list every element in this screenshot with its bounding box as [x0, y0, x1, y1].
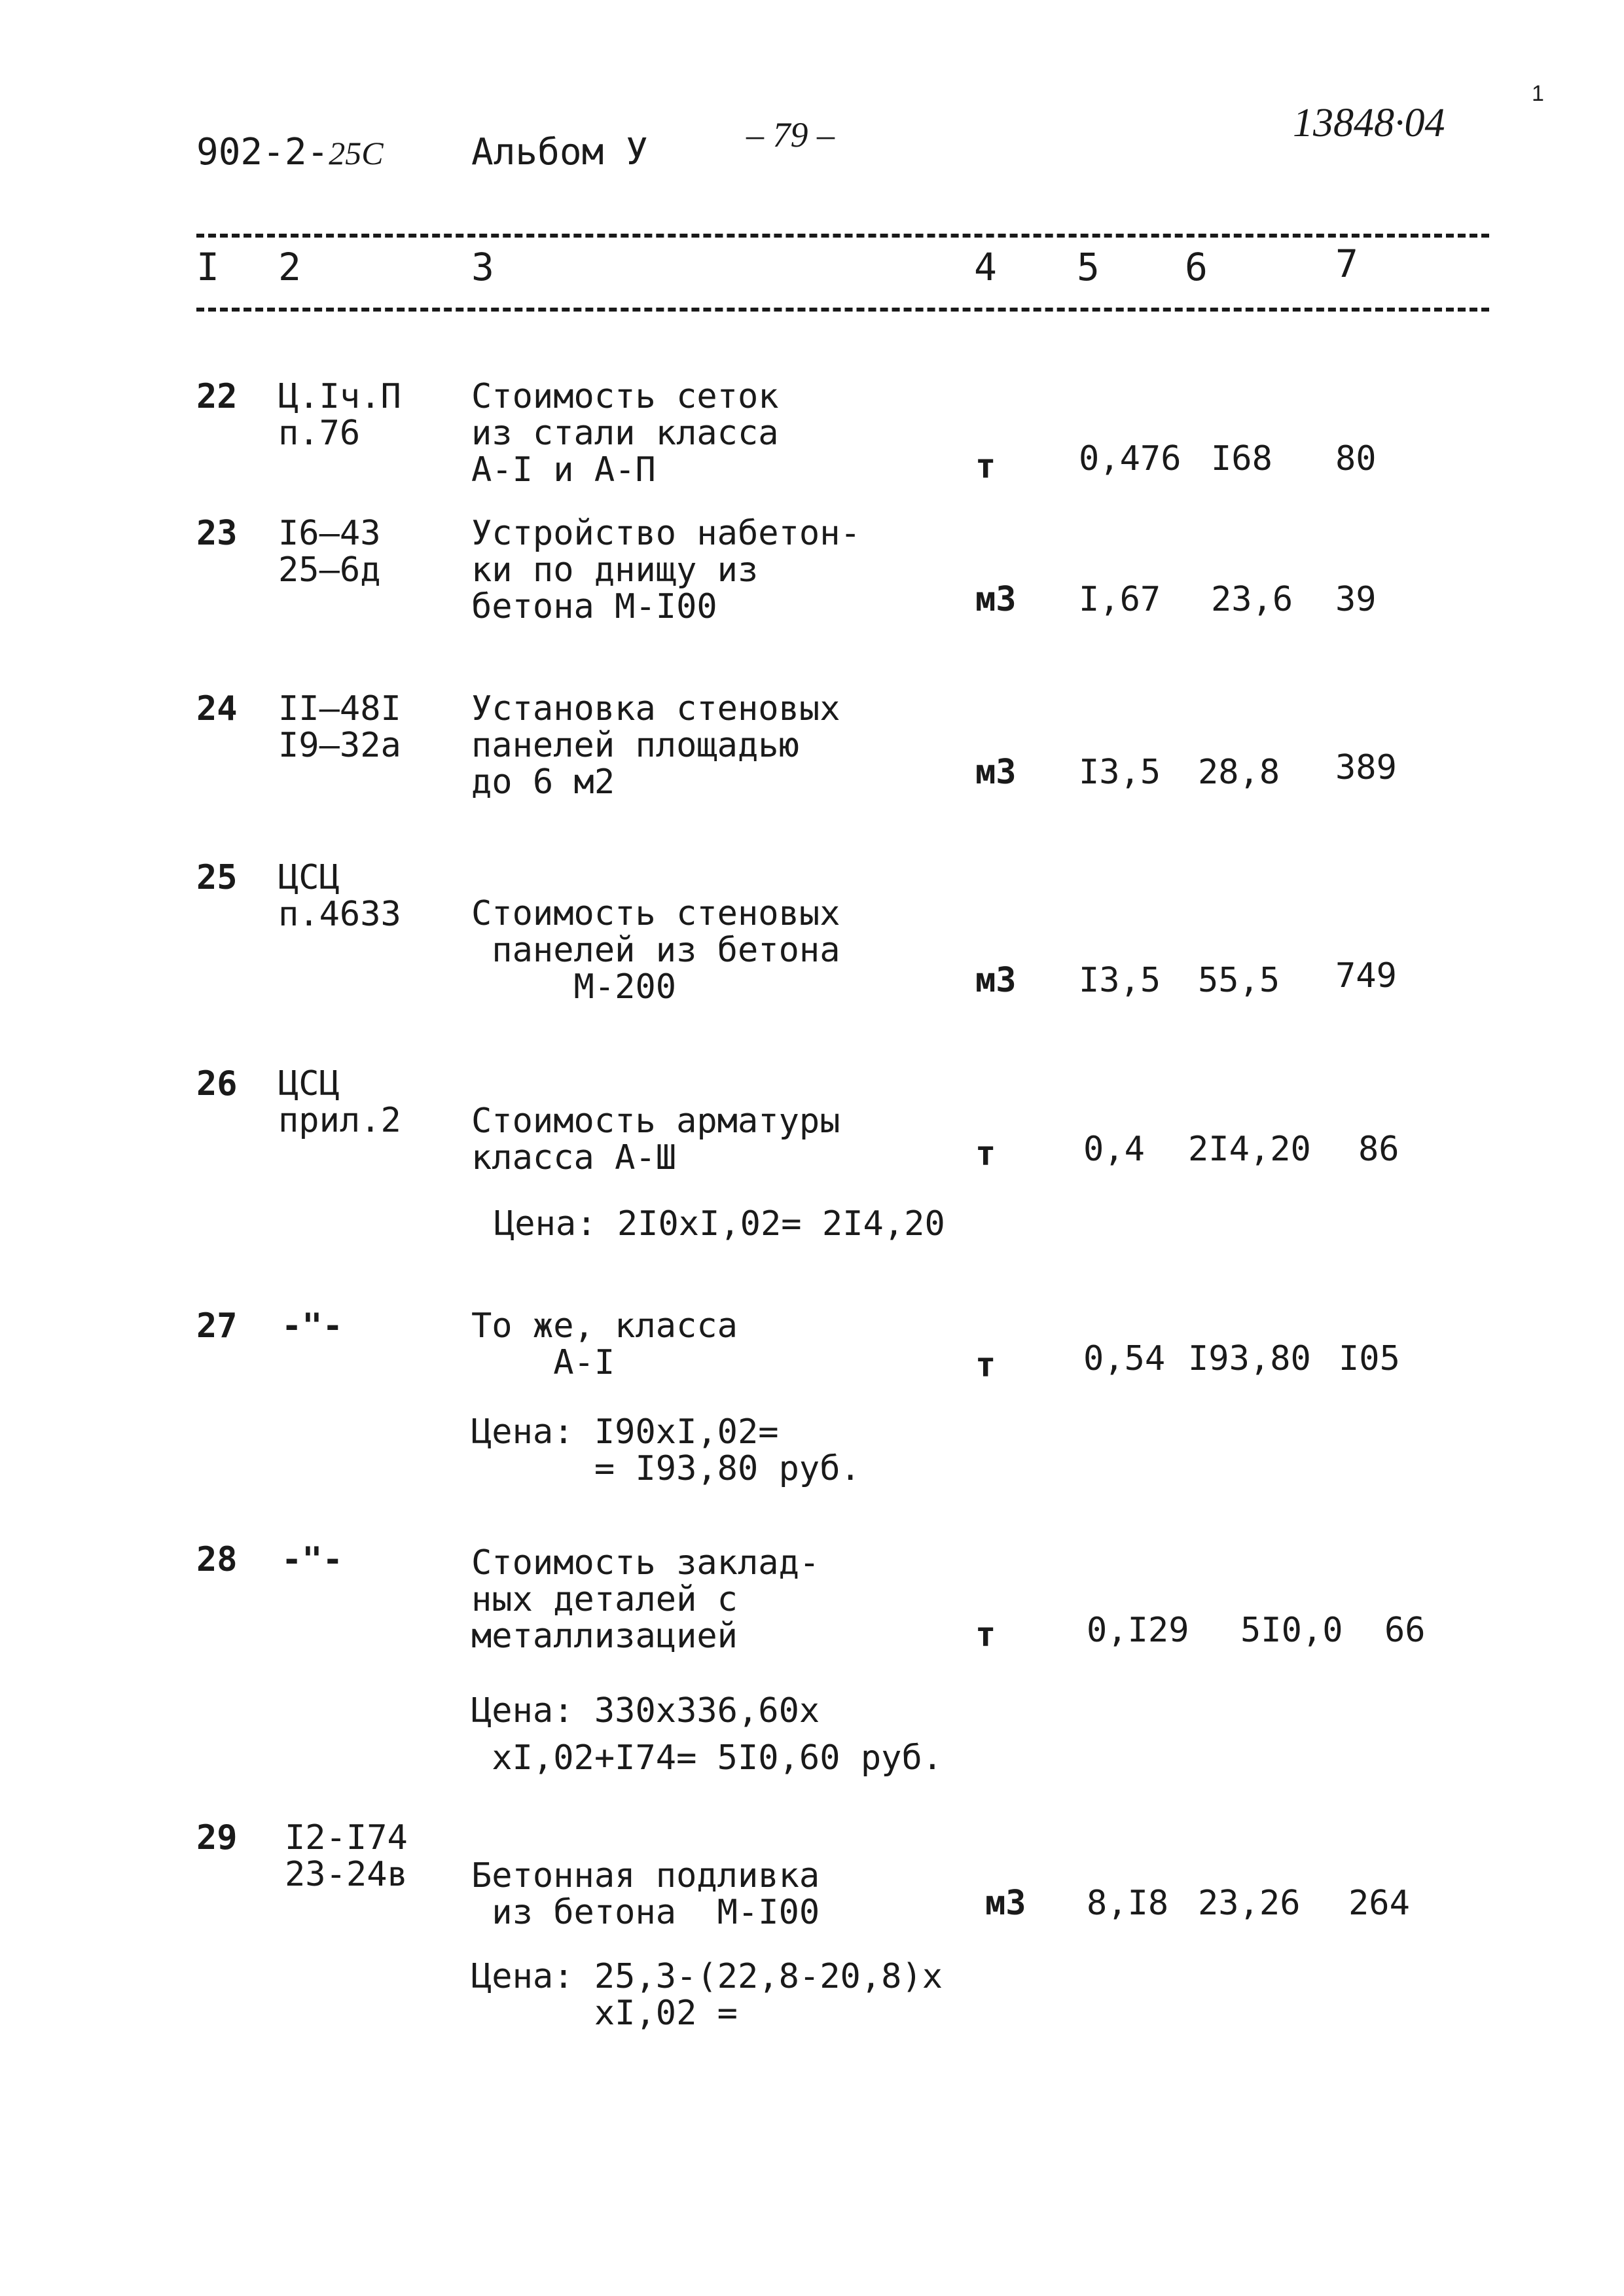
row-22-cost: 80	[1335, 439, 1377, 478]
row-27-cost: I05	[1339, 1339, 1400, 1378]
row-23-number: 23	[196, 514, 238, 553]
row-29-cost: 264	[1348, 1884, 1410, 1923]
row-27-description: То же, класса А-I	[471, 1306, 738, 1382]
row-26-description: Стоимость арматуры класса А-Ш	[471, 1102, 840, 1177]
column-header-3: 3	[471, 245, 494, 289]
row-24-quantity: I3,5	[1079, 753, 1161, 792]
row-27-number: 27	[196, 1306, 238, 1346]
page-number: – 79 –	[746, 115, 835, 154]
row-29-price-note: Цена: 25,3-(22,8-20,8)х xI,02 =	[471, 1957, 943, 2033]
row-28-cost: 66	[1384, 1611, 1426, 1650]
row-28-description: Стоимость заклад- ных деталей с металлизацией	[471, 1543, 820, 1656]
row-25-number: 25	[196, 858, 238, 897]
row-26-unit: т	[975, 1134, 996, 1174]
row-27-quantity: 0,54	[1083, 1339, 1166, 1378]
row-22-quantity: 0,476	[1079, 439, 1182, 478]
row-22-unit: т	[975, 447, 996, 486]
row-26-reference: ЦСЦ прил.2	[278, 1064, 401, 1140]
column-header-6: 6	[1185, 245, 1208, 289]
row-24-cost: 389	[1335, 748, 1397, 787]
sheet-number: 13848·04	[1293, 101, 1445, 145]
row-22-description: Стоимость сеток из стали класса А-I и А-П	[471, 377, 779, 490]
row-27-reference: -"-	[281, 1306, 343, 1346]
album-label: Альбом У	[471, 131, 648, 173]
row-25-price: 55,5	[1198, 961, 1280, 1000]
row-26-price-note: Цена: 2I0хI,02= 2I4,20	[494, 1204, 945, 1244]
row-28-price-note: Цена: 330х336,60х xI,02+I74= 5I0,60 руб.	[471, 1691, 943, 1778]
row-25-reference: ЦСЦ п.4633	[278, 858, 401, 934]
document-code-prefix: 902-2-	[196, 131, 329, 173]
corner-mark: 1	[1532, 81, 1544, 106]
row-28-reference: -"-	[281, 1540, 343, 1579]
row-24-unit: м3	[975, 753, 1017, 792]
row-29-price: 23,26	[1198, 1884, 1301, 1923]
row-24-reference: II–48I I9–32а	[278, 689, 401, 765]
row-24-description: Установка стеновых панелей площадью до 6 м2	[471, 689, 840, 802]
row-29-quantity: 8,I8	[1087, 1884, 1169, 1923]
row-29-description: Бетонная подливка из бетона М-I00	[471, 1856, 820, 1932]
row-23-description: Устройство набетон- ки по днищу из бетона М-I00	[471, 514, 861, 626]
row-23-reference: I6–43 25–6д	[278, 514, 381, 590]
document-code-handwritten: 25C	[329, 135, 384, 171]
row-28-number: 28	[196, 1540, 238, 1579]
row-24-number: 24	[196, 689, 238, 728]
document-code	[196, 131, 384, 173]
row-29-reference: I2-I74 23-24в	[285, 1818, 408, 1894]
row-28-price: 5I0,0	[1240, 1611, 1343, 1650]
row-23-price: 23,6	[1211, 580, 1293, 619]
row-25-description: Стоимость стеновых панелей из бетона М-200	[471, 894, 840, 1007]
column-header-1: I	[196, 245, 219, 289]
row-29-number: 29	[196, 1818, 238, 1857]
header-rule-top	[196, 234, 1489, 238]
row-28-unit: т	[975, 1615, 996, 1655]
row-27-price-note: Цена: I90хI,02= = I93,80 руб.	[471, 1412, 861, 1488]
row-23-unit: м3	[975, 580, 1017, 619]
row-29-unit: м3	[985, 1884, 1026, 1923]
column-header-7: 7	[1335, 242, 1358, 286]
row-23-quantity: I,67	[1079, 580, 1161, 619]
row-25-quantity: I3,5	[1079, 961, 1161, 1000]
column-header-5: 5	[1077, 245, 1100, 289]
row-22-price: I68	[1211, 439, 1272, 478]
row-27-unit: т	[975, 1346, 996, 1385]
row-25-cost: 749	[1335, 956, 1397, 996]
row-22-reference: Ц.Iч.П п.76	[278, 377, 401, 453]
header-rule-bottom	[196, 308, 1489, 312]
row-24-price: 28,8	[1198, 753, 1280, 792]
row-22-number: 22	[196, 377, 238, 416]
row-26-cost: 86	[1358, 1130, 1399, 1169]
row-26-number: 26	[196, 1064, 238, 1103]
row-26-quantity: 0,4	[1083, 1130, 1145, 1169]
column-header-2: 2	[278, 245, 301, 289]
row-25-unit: м3	[975, 961, 1017, 1000]
column-header-4: 4	[974, 245, 997, 289]
row-28-quantity: 0,I29	[1087, 1611, 1189, 1650]
row-23-cost: 39	[1335, 580, 1377, 619]
row-26-price: 2I4,20	[1188, 1130, 1311, 1169]
row-27-price: I93,80	[1188, 1339, 1311, 1378]
